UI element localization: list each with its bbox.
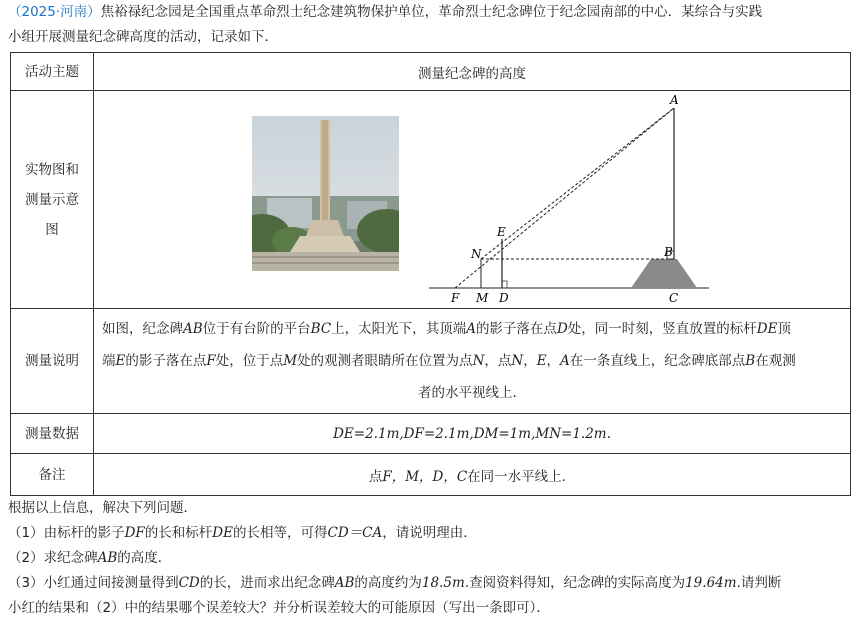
diagram-label-e: E (497, 225, 506, 239)
data-label: 测量数据 (11, 414, 94, 454)
figure-label-line-1: 实物图和 (25, 161, 79, 178)
diagram-label-a: A (670, 93, 679, 107)
question-3-line-2: 小红的结果和（2）中的结果哪个误差较大？并分析误差较大的可能原因（写出一条即可）． (8, 600, 550, 616)
question-1: （1）由标杆的影子DF的长和标杆DE的长相等，可得CD＝CA，请说明理由． (8, 525, 477, 541)
note-label: 备注 (11, 454, 94, 496)
questions-intro: 根据以上信息，解决下列问题． (8, 500, 197, 516)
intro-text-2: 小组开展测量纪念碑高度的活动，记录如下． (8, 29, 278, 45)
figure-cell (94, 91, 851, 309)
diagram-label-m: M (476, 291, 489, 305)
theme-label: 活动主题 (11, 53, 94, 91)
monument-photo-drawing (252, 116, 399, 271)
note-value: 点F，M，D，C在同一水平线上． (94, 454, 851, 496)
data-value: DE=2.1m,DF=2.1m,DM=1m,MN=1.2m. (94, 414, 851, 454)
intro-line-2 (8, 27, 278, 47)
figure-label-line-2: 测量示意 (25, 191, 79, 208)
diagram-label-c: C (669, 291, 679, 305)
source-tag: （2025·河南） (8, 4, 101, 20)
figure-label-line-3: 图 (45, 221, 59, 238)
explain-label: 测量说明 (11, 309, 94, 414)
intro-line-1 (8, 2, 762, 22)
question-2: （2）求纪念碑AB的高度． (8, 550, 172, 566)
diagram-label-b: B (664, 245, 673, 259)
diagram-label-d: D (499, 291, 509, 305)
measurement-diagram (419, 83, 719, 305)
figure-area (94, 91, 850, 308)
explain-text: 如图，纪念碑AB位于有台阶的平台BC上，太阳光下，其顶端A的影子落在点D处，同一时刻，竖直放置的标杆DE顶 端E的影子落在点F处，位于点M处的观测者眼睛所在位置为点N，点N，E，A在一条直线上，纪念碑底部点B在观测 者的水平视线上． (94, 309, 851, 414)
figure-label (11, 91, 94, 309)
diagram-label-f: F (451, 291, 460, 305)
diagram-label-n: N (471, 247, 482, 261)
theme-value: 测量纪念碑的高度 (94, 53, 851, 91)
monument-photo (252, 116, 399, 271)
question-3: （3）小红通过间接测量得到CD的长，进而求出纪念碑AB的高度约为18.5m.查阅资料得知，纪念碑的实际高度为19.64m.请判断 (8, 575, 782, 591)
intro-text-1: 焦裕禄纪念园是全国重点革命烈士纪念建筑物保护单位，革命烈士纪念碑位于纪念园南部的中心．某综合与实践 (100, 4, 763, 20)
activity-table (10, 52, 851, 496)
